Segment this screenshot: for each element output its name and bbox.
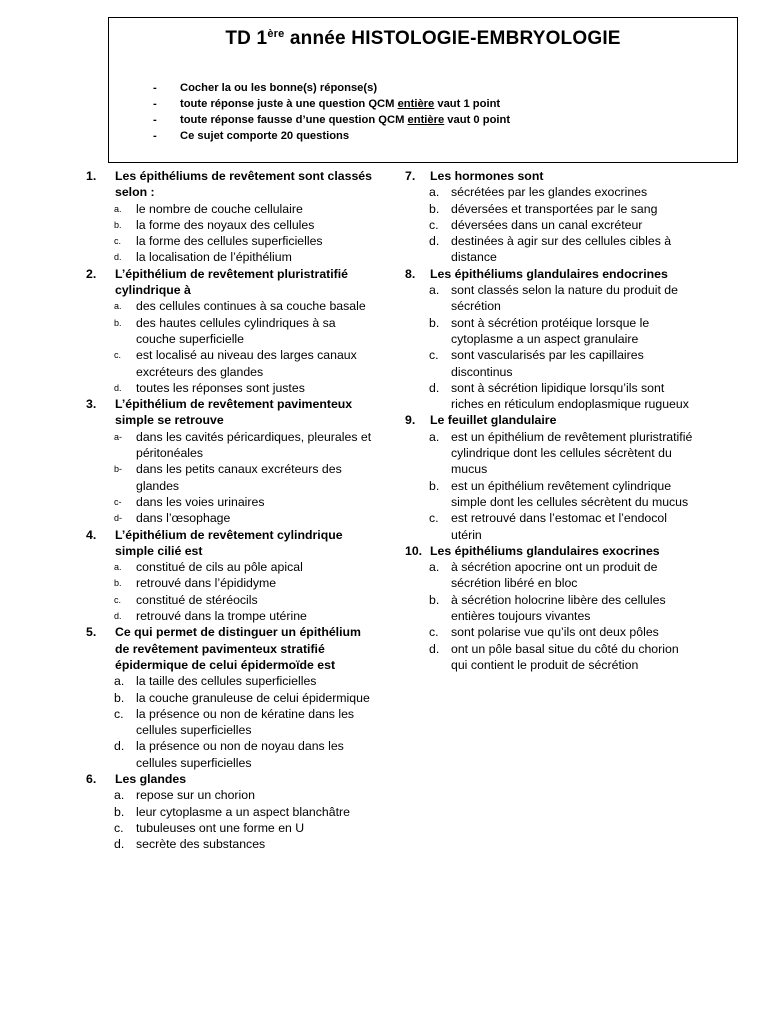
option-text: constitué de cils au pôle apical [136,560,303,575]
option-text: la forme des cellules superficielles [136,234,323,249]
question-text: L’épithélium de revêtement pluristratifié cylindrique à [115,266,349,298]
option-letter: c. [114,594,122,605]
option-letter: c. [429,217,439,232]
instructions-list [153,80,510,144]
answer-options [86,559,376,624]
question-1 [86,168,376,266]
option-text: déversées dans un canal excréteur [451,217,643,232]
answer-options [86,673,376,771]
option-text: des hautes cellules cylindriques à sa couche superficielle [136,315,336,346]
question-number: 5. [86,625,97,640]
answer-options [86,787,376,852]
answer-options [405,184,695,265]
answer-option [86,233,376,249]
option-letter: c. [114,820,124,835]
option-letter: b. [429,201,440,216]
answer-option [86,347,376,380]
answer-option [405,559,695,592]
option-text: destinées à agir sur des cellules cibles à distance [451,234,672,265]
answer-option [405,478,695,511]
answer-option [86,690,376,706]
answer-option [86,510,376,526]
option-letter: a. [429,283,440,298]
instruction-text: Ce sujet comporte 20 questions [180,130,350,142]
answer-options [405,429,695,543]
header-box [108,17,738,163]
option-letter: d. [114,382,122,393]
option-letter: c. [114,706,124,721]
option-letter: a. [429,185,440,200]
option-letter: d. [114,837,125,852]
question-heading [86,527,376,560]
option-letter: a. [114,674,125,689]
question-8 [405,266,695,413]
option-text: leur cytoplasme a un aspect blanchâtre [136,804,350,819]
answer-options [405,282,695,412]
instruction-item [153,96,510,112]
question-heading [405,168,695,184]
answer-option [405,184,695,200]
option-text: la couche granuleuse de celui épidermique [136,690,370,705]
option-text: la présence ou non de kératine dans les cellules superficielles [136,706,355,738]
answer-options [86,429,376,527]
question-3 [86,396,376,526]
answer-option [405,347,695,380]
option-letter: b. [114,219,122,230]
answer-option [86,217,376,233]
question-text: Ce qui permet de distinguer un épithélium de revêtement pavimenteux stratifié épidermique de celui épidermoïde est [115,625,361,672]
bullet-dash: - [153,130,157,142]
option-letter: a. [114,203,122,214]
answer-option [86,429,376,462]
question-5 [86,624,376,771]
instruction-emphasis: entière [407,114,445,126]
option-letter: b. [114,317,122,328]
answer-option [86,787,376,803]
option-text: secrète des substances [136,837,266,852]
instruction-text: Cocher la ou les bonne(s) réponse(s) [180,82,378,94]
option-text: est un épithélium de revêtement pluristratifié cylindrique dont les cellules sécrètent du mucus [451,429,693,477]
option-letter: d. [114,611,122,622]
bullet-dash: - [153,98,157,110]
instruction-emphasis: entière [397,98,435,110]
question-number: 2. [86,266,97,281]
answer-option [405,315,695,348]
answer-option [405,510,695,543]
option-letter: b. [114,804,125,819]
answer-option [405,641,695,674]
option-text: est retrouvé dans l’estomac et l’endocol utérin [451,511,667,542]
option-letter: c. [114,350,122,361]
question-text: Les épithéliums glandulaires exocrines [430,543,660,558]
option-text: sont vascularisés par les capillaires discontinus [451,348,644,379]
option-letter: b. [114,578,122,589]
option-letter: b. [114,690,125,705]
answer-option [86,804,376,820]
question-heading [86,266,376,299]
question-heading [405,543,695,559]
question-heading [405,266,695,282]
questions-column-left [86,168,376,852]
option-text: retrouvé dans l’épididyme [136,576,277,591]
option-text: dans l’œsophage [136,511,231,526]
question-text: L’épithélium de revêtement pavimenteux simple se retrouve [115,397,353,428]
bullet-dash: - [153,114,157,126]
option-letter: b- [114,464,123,475]
question-heading [86,168,376,201]
instruction-text: toute réponse fausse d’une question QCM [180,114,408,126]
question-number: 4. [86,527,97,542]
option-letter: d. [114,252,122,263]
option-letter: c. [429,348,439,363]
option-letter: a. [429,560,440,575]
option-letter: d. [429,641,440,656]
option-text: est un épithélium revêtement cylindrique simple dont les cellules sécrètent du mucus [451,478,689,509]
answer-option [405,380,695,413]
question-heading [86,624,376,673]
option-letter: c. [114,236,122,247]
instruction-text: toute réponse juste à une question QCM [180,98,398,110]
option-letter: a. [114,301,122,312]
option-text: la localisation de l’épithélium [136,250,292,265]
question-number: 3. [86,397,97,412]
answer-option [86,201,376,217]
answer-option [405,233,695,266]
option-letter: b. [429,315,440,330]
answer-option [86,836,376,852]
question-text: Les glandes [115,771,187,786]
question-4 [86,527,376,625]
option-letter: a. [114,562,122,573]
option-text: repose sur un chorion [136,788,255,803]
option-text: à sécrétion apocrine ont un produit de sécrétion libéré en bloc [451,560,658,591]
option-letter: c- [114,496,122,507]
question-number: 10. [405,543,423,558]
option-text: dans les voies urinaires [136,494,265,509]
question-7 [405,168,695,266]
question-text: L’épithélium de revêtement cylindrique simple cilié est [115,527,343,558]
answer-option [405,624,695,640]
option-letter: c. [429,511,439,526]
option-text: sécrétées par les glandes exocrines [451,185,648,200]
instruction-item [153,80,510,96]
option-letter: a- [114,431,123,442]
option-letter: d. [114,739,125,754]
instruction-text-end: vaut 0 point [444,114,511,126]
option-letter: b. [429,592,440,607]
answer-option [405,592,695,625]
option-letter: a. [114,788,125,803]
answer-option [86,461,376,494]
option-letter: a. [429,429,440,444]
instruction-item [153,128,510,144]
question-2 [86,266,376,396]
answer-option [405,201,695,217]
question-text: Les épithéliums glandulaires endocrines [430,266,668,281]
option-text: à sécrétion holocrine libère des cellules entières toujours vivantes [451,592,666,624]
question-9 [405,412,695,542]
option-text: retrouvé dans la trompe utérine [136,609,307,624]
option-text: constitué de stéréocils [136,592,258,607]
option-text: sont à sécrétion protéique lorsque le cytoplasme a un aspect granulaire [451,315,650,346]
option-letter: b. [429,478,440,493]
option-text: des cellules continues à sa couche basale [136,299,366,314]
answer-option [86,494,376,510]
question-text: Le feuillet glandulaire [430,413,557,428]
answer-options [405,559,695,673]
answer-option [405,429,695,478]
instruction-item [153,112,510,128]
answer-option [86,249,376,265]
answer-option [86,608,376,624]
question-heading [86,396,376,429]
option-text: sont polarise vue qu’ils ont deux pôles [451,625,659,640]
option-text: dans les cavités péricardiques, pleurales et péritonéales [136,429,372,461]
answer-option [86,298,376,314]
question-number: 8. [405,266,416,281]
option-letter: d. [429,234,440,249]
option-text: tubuleuses ont une forme en U [136,820,305,835]
answer-option [86,380,376,396]
option-letter: d- [114,513,123,524]
answer-option [86,673,376,689]
option-letter: c. [429,625,439,640]
questions-column-right [405,168,695,673]
answer-options [86,201,376,266]
question-6 [86,771,376,852]
option-letter: d. [429,380,440,395]
bullet-dash: - [153,82,157,94]
question-number: 6. [86,771,97,786]
answer-option [86,575,376,591]
answer-options [86,298,376,396]
answer-option [86,738,376,771]
option-text: toutes les réponses sont justes [136,380,305,395]
answer-option [86,592,376,608]
answer-option [86,315,376,348]
question-heading [86,771,376,787]
answer-option [405,282,695,315]
question-text: Les épithéliums de revêtement sont classés selon : [115,169,372,200]
question-heading [405,412,695,428]
question-10 [405,543,695,673]
answer-option [86,706,376,739]
question-text: Les hormones sont [430,169,544,183]
instruction-text-end: vaut 1 point [434,98,501,110]
option-text: dans les petits canaux excréteurs des glandes [136,462,342,493]
answer-option [86,559,376,575]
option-text: le nombre de couche cellulaire [136,201,303,216]
option-text: la taille des cellules superficielles [136,674,317,689]
option-text: sont à sécrétion lipidique lorsqu’ils sont riches en réticulum endoplasmique rugueux [451,380,689,412]
answer-option [405,217,695,233]
option-text: sont classés selon la nature du produit de sécrétion [451,283,678,314]
answer-option [86,820,376,836]
question-number: 1. [86,169,97,183]
option-text: la forme des noyaux des cellules [136,217,315,232]
page-title: TD 1ère année HISTOLOGIE-EMBRYOLOGIE [225,28,621,49]
option-text: déversées et transportées par le sang [451,201,658,216]
question-number: 7. [405,169,416,183]
option-text: la présence ou non de noyau dans les cellules superficielles [136,739,344,770]
option-text: est localisé au niveau des larges canaux excréteurs des glandes [136,348,357,379]
option-text: ont un pôle basal situe du côté du chorion qui contient le produit de sécrétion [451,641,679,672]
question-number: 9. [405,413,416,428]
